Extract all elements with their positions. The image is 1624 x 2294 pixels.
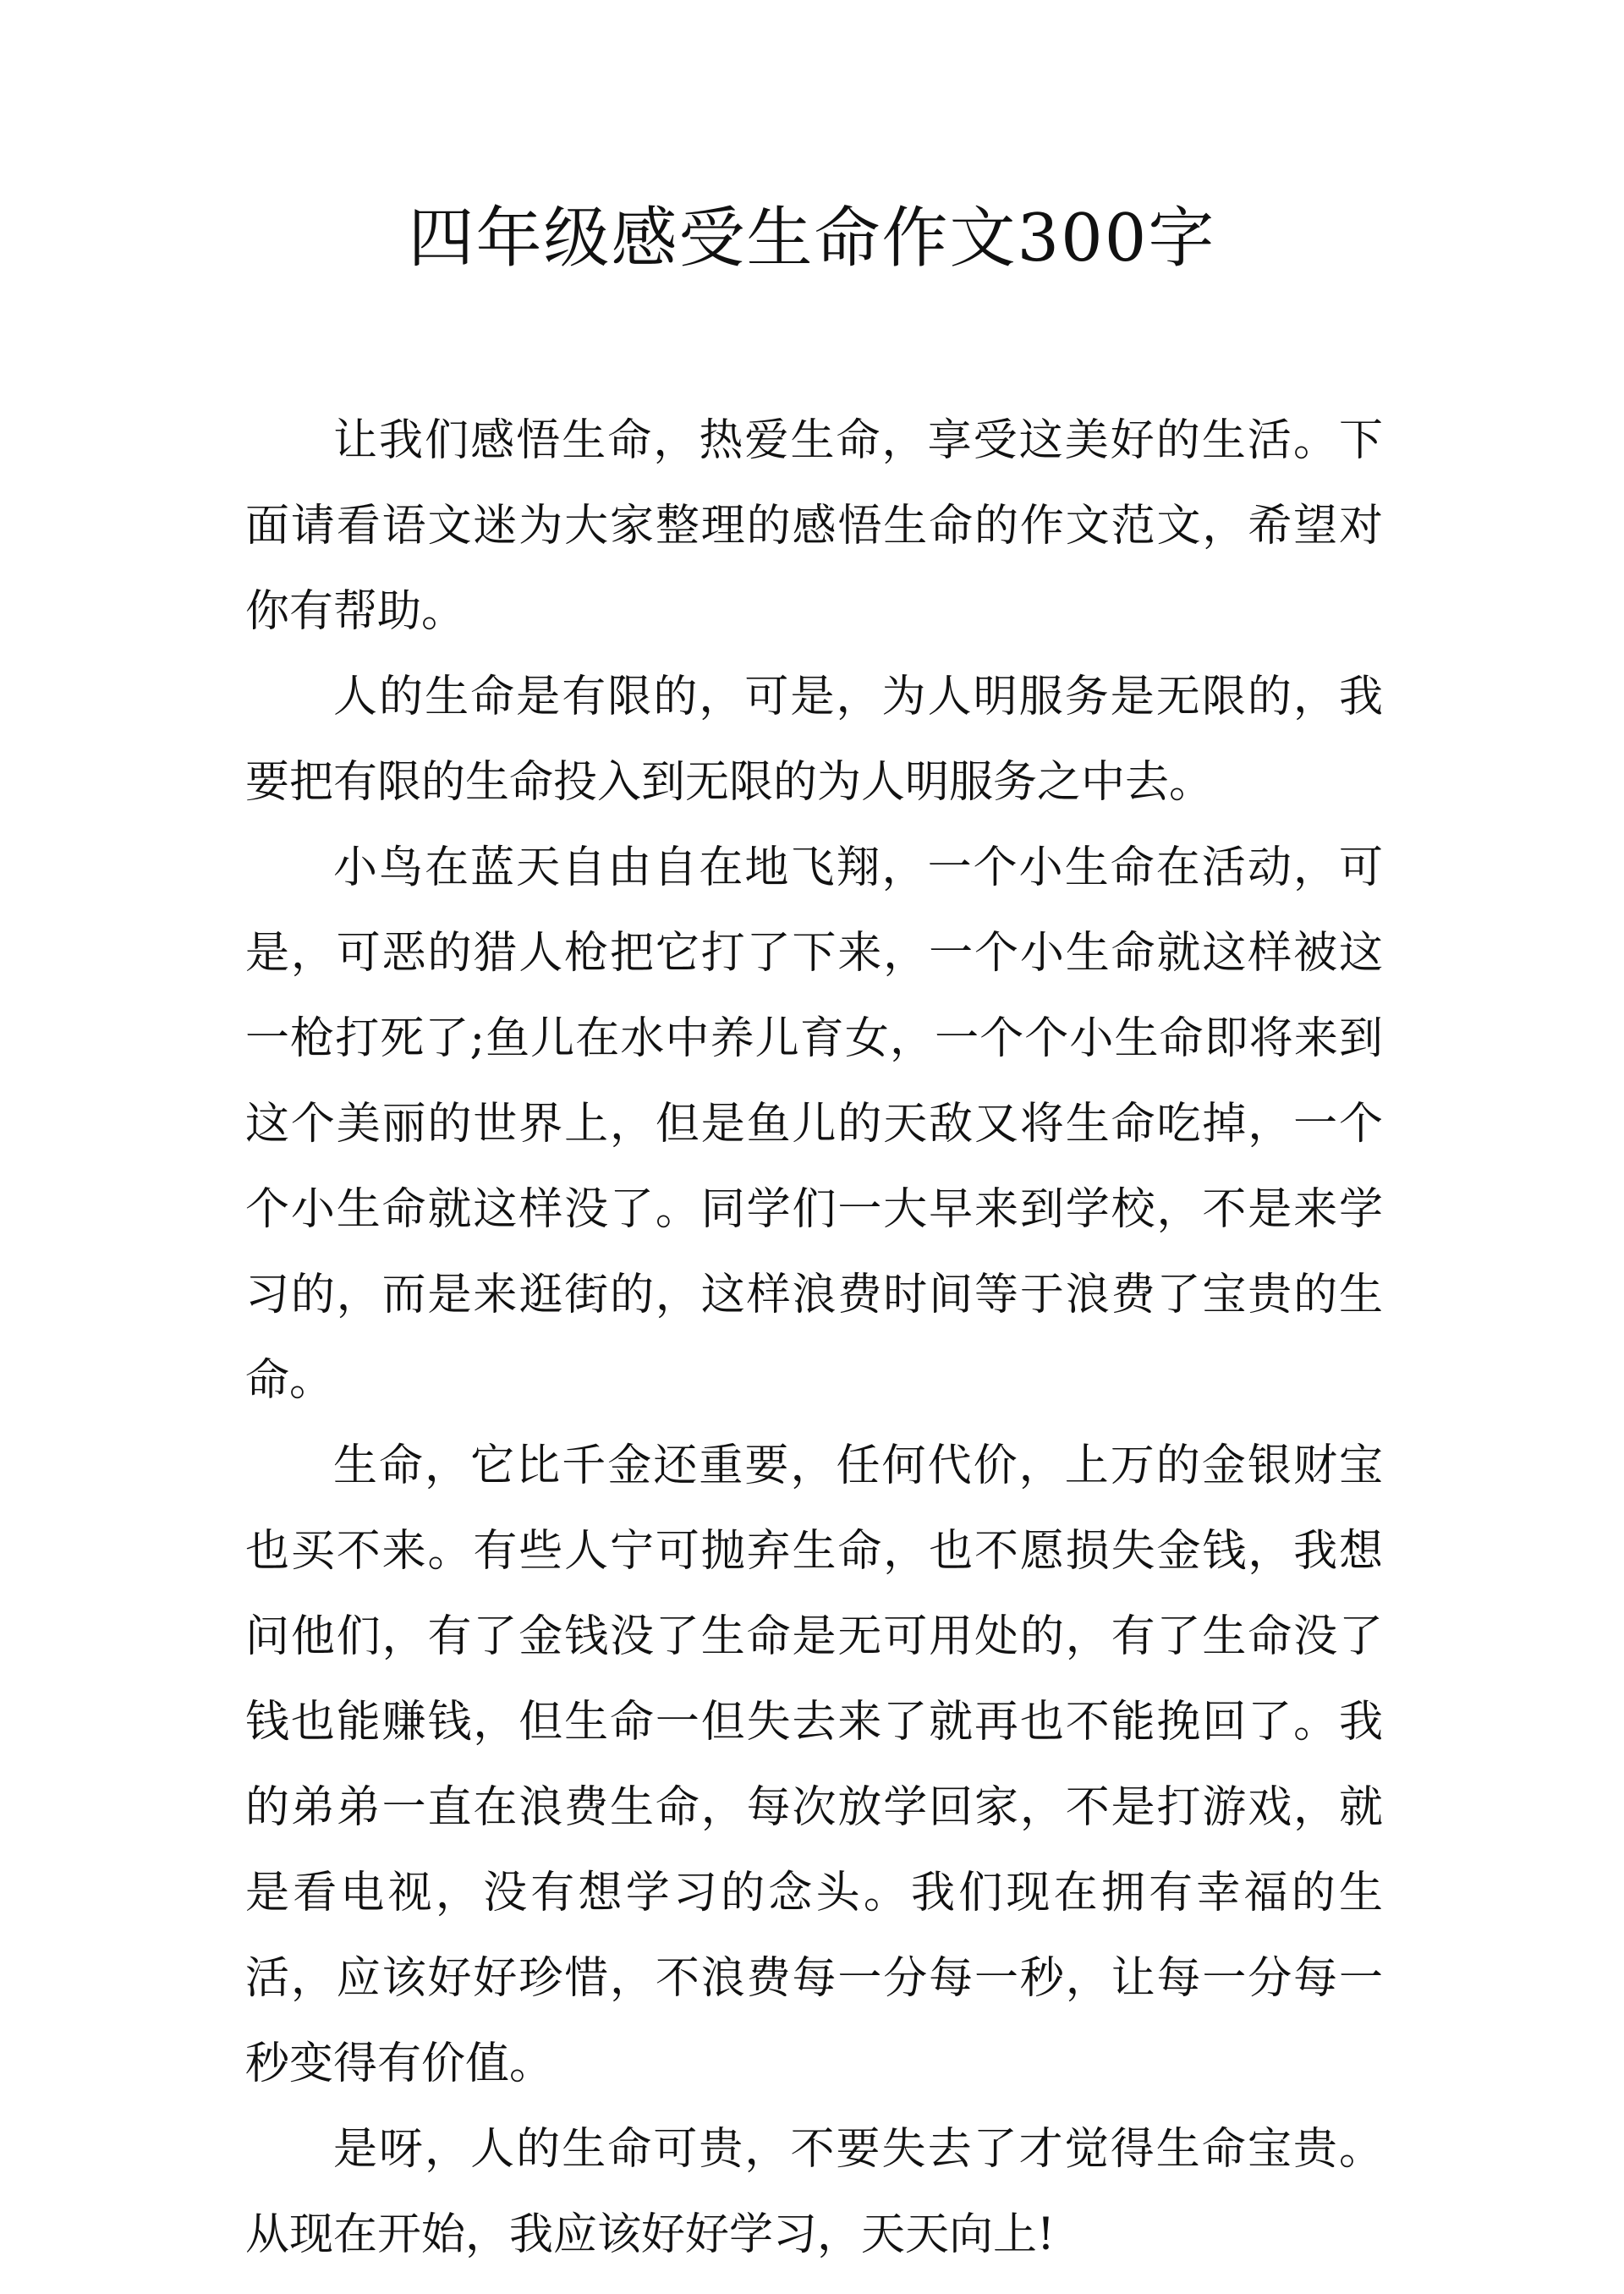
document-title: 四年级感受生命作文300字 [408,200,1216,277]
paragraph-conclusion: 是呀，人的生命可贵，不要失去了才觉得生命宝贵。从现在开始，我应该好好学习，天天向上! [245,2124,1383,2260]
paragraph-value-of-life: 生命，它比千金还重要，任何代价，上万的金银财宝也买不来。有些人宁可抛弃生命，也不愿损失金钱，我想问他们，有了金钱没了生命是无可用处的，有了生命没了钱也能赚钱，但生命一但失去来了就再也不能挽回了。我的弟弟一直在浪费生命，每次放学回家，不是打游戏，就是看电视，没有想学习的念头。我们现在拥有幸福的生活，应该好好珍惜，不浪费每一分每一秒，让每一分每一秒变得有价值。 [245,1441,1383,2089]
paragraph-intro: 让我们感悟生命，热爱生命，享受这美好的生活。下面请看语文迷为大家整理的感悟生命的作文范文，希望对你有帮助。 [245,415,1383,637]
paragraph-bird-fish: 小鸟在蓝天自由自在地飞翔，一个小生命在活动，可是，可恶的猎人枪把它打了下来，一个小生命就这样被这一枪打死了;鱼儿在水中养儿育女，一个个小生命即将来到这个美丽的世界上，但是鱼儿的天敌又将生命吃掉，一个个小生命就这样没了。同学们一大早来到学校，不是来学习的，而是来逛街的，这样浪费时间等于浪费了宝贵的生命。 [245,842,1383,1406]
document-body [245,398,1383,2278]
paragraph-limited-life: 人的生命是有限的，可是，为人明服务是无限的，我要把有限的生命投入到无限的为人明服务之中去。 [245,672,1383,808]
